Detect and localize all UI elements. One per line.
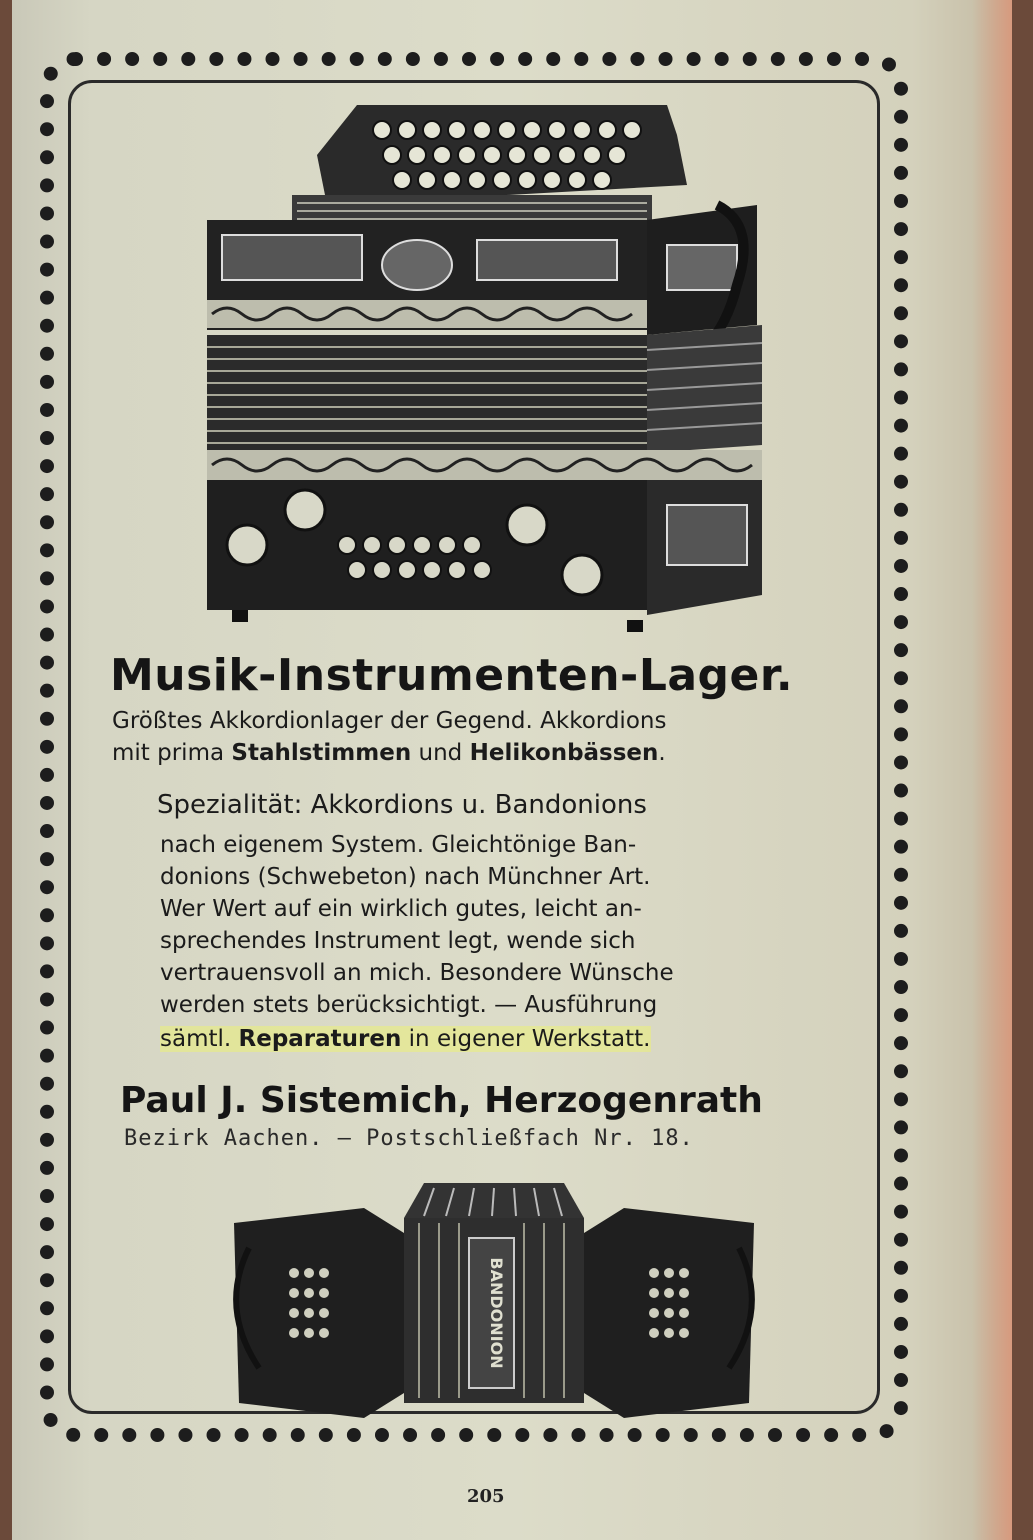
intro-line-1: Größtes Akkordionlager der Gegend. Akkordions <box>112 708 667 734</box>
bandonion-label: BANDONION <box>487 1257 506 1369</box>
specialty-heading: Spezialität: Akkordions u. Bandonions <box>157 790 647 820</box>
body-line: nach eigenem System. Gleichtönige Ban- <box>160 832 637 858</box>
body-line: werden stets berücksichtigt. — Ausführung <box>160 992 658 1018</box>
intro-line-2: mit prima Stahlstimmen und Helikonbässen. <box>112 740 666 766</box>
book-page <box>12 0 1012 1540</box>
body-line: donions (Schwebeton) nach Münchner Art. <box>160 864 651 890</box>
repairs-line: sämtl. Reparaturen in eigener Werkstatt. <box>160 1026 651 1052</box>
page-edge <box>972 0 1012 1540</box>
helicon-basses-text: Helikonbässen <box>469 740 659 766</box>
body-line: vertrauensvoll an mich. Besondere Wünsche <box>160 960 674 986</box>
body-line: Wer Wert auf ein wirklich gutes, leicht an- <box>160 896 642 922</box>
bandonion-illustration <box>224 1178 764 1428</box>
body-line: sprechendes Instrument legt, wende sich <box>160 928 636 954</box>
company-address: Bezirk Aachen. — Postschließfach Nr. 18. <box>124 1126 694 1151</box>
steel-reeds-text: Stahlstimmen <box>231 740 412 766</box>
accordion-illustration <box>197 95 767 635</box>
headline: Musik-Instrumenten-Lager. <box>110 650 794 701</box>
repairs-text: Reparaturen <box>238 1026 402 1052</box>
page-number: 205 <box>467 1486 505 1507</box>
company-name: Paul J. Sistemich, Herzogenrath <box>120 1080 763 1121</box>
